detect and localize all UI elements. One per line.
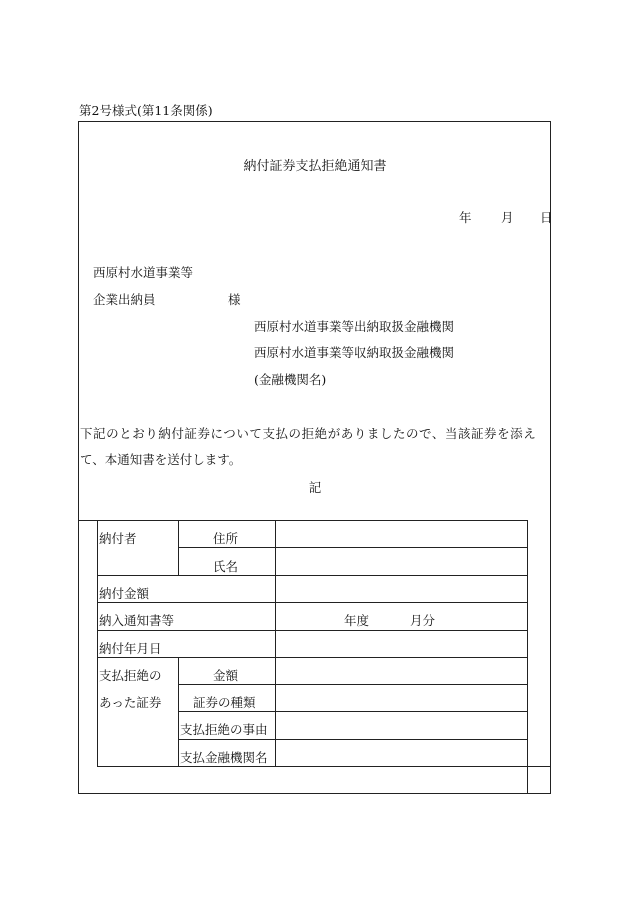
- table-rule-name: [97, 575, 527, 576]
- table-bottom-rule: [97, 766, 550, 767]
- table-col-rule-payer: [178, 520, 179, 575]
- date-day-label: 日: [540, 210, 553, 225]
- label-security-amount: 金額: [213, 668, 239, 683]
- label-name: 氏名: [213, 559, 239, 574]
- label-security-type: 証券の種類: [193, 695, 256, 710]
- label-amount-paid: 納付金額: [99, 586, 150, 601]
- addressee-org: 西原村水道事業等: [93, 265, 194, 280]
- label-rejection-reason: 支払拒絶の事由: [180, 722, 268, 737]
- table-rule-sub-reason: [178, 739, 527, 740]
- table-rule-address: [178, 547, 527, 548]
- label-payer: 納付者: [99, 531, 137, 546]
- addressee-title: 企業出納員: [93, 292, 156, 307]
- table-rule-sub-amount: [178, 684, 527, 685]
- sender-line-2: 西原村水道事業等収納取扱金融機関: [254, 345, 455, 360]
- body-text-line-1: 下記のとおり納付証券について支払の拒絶がありましたので、当該証券を添え: [80, 426, 537, 441]
- sender-line-1: 西原村水道事業等出納取扱金融機関: [254, 319, 455, 334]
- label-rejected-line-2: あった証券: [99, 695, 162, 710]
- label-rejected-line-1: 支払拒絶の: [99, 668, 162, 683]
- body-text-line-2: て、本通知書を送付します。: [80, 452, 242, 467]
- table-right-rule: [527, 520, 528, 794]
- label-paying-bank: 支払金融機関名: [180, 750, 268, 765]
- table-rule-sub-type: [178, 711, 527, 712]
- addressee-honorific: 様: [228, 292, 241, 307]
- note-mark: 記: [308, 480, 322, 495]
- label-address: 住所: [213, 531, 239, 546]
- table-col-rule-securities: [178, 657, 179, 766]
- table-rule-date: [97, 657, 527, 658]
- form-number-label: 第2号様式(第11条関係): [79, 103, 213, 118]
- table-value-col-rule: [275, 520, 276, 766]
- label-month-portion: 月分: [410, 613, 436, 628]
- table-rule-notice: [97, 630, 527, 631]
- table-rule-amount: [97, 602, 527, 603]
- table-top-border: [79, 520, 527, 521]
- sender-bank-name: (金融機関名): [254, 372, 327, 387]
- document-title: 納付証券支払拒絶通知書: [243, 159, 387, 174]
- label-payment-date: 納付年月日: [99, 641, 162, 656]
- label-fiscal-year: 年度: [344, 613, 370, 628]
- label-notice: 納入通知書等: [99, 613, 175, 628]
- date-year-label: 年: [459, 210, 472, 225]
- table-left-rule: [97, 520, 98, 766]
- date-month-label: 月: [501, 210, 514, 225]
